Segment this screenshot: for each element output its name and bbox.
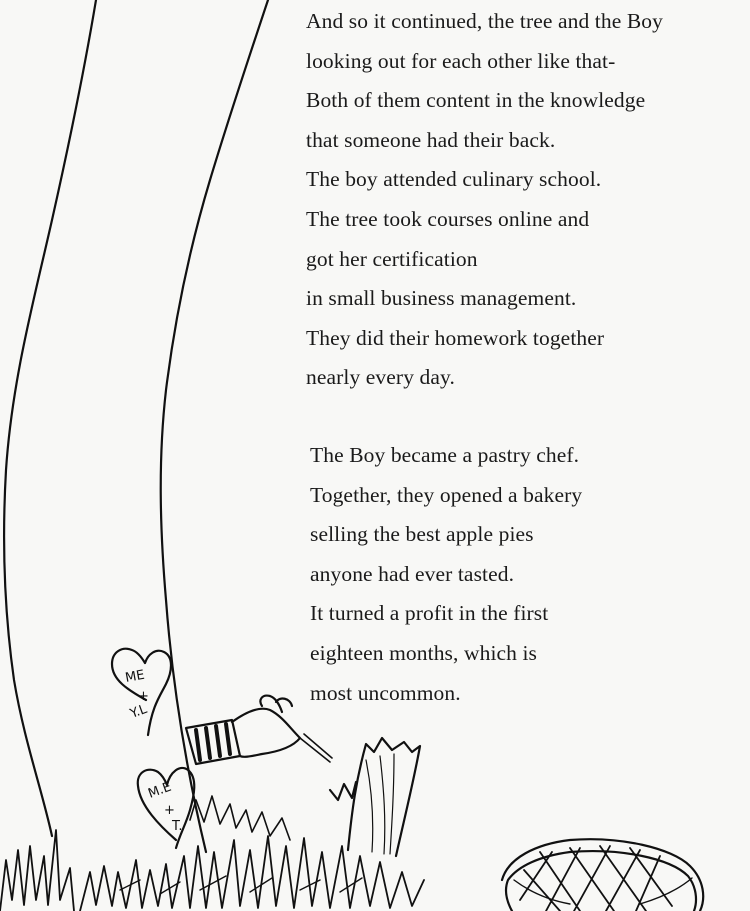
stanza-line: selling the best apple pies (310, 522, 534, 547)
stanza-line: They did their homework together (306, 325, 605, 350)
stanza-line: looking out for each other like that- (306, 48, 616, 73)
stanza-line: eighteen months, which is (310, 640, 538, 665)
boy-sleeve (186, 720, 240, 764)
stanza-line: nearly every day. (306, 365, 455, 390)
boy-hand (232, 709, 300, 757)
stanza-line: And so it continued, the tree and the Boy (306, 9, 663, 33)
heart-upper-line3: Y.L (128, 701, 150, 722)
knife (300, 734, 332, 762)
stanza-line: Together, they opened a bakery (310, 482, 583, 507)
grass-left (0, 830, 74, 911)
stanza-line: The tree took courses online and (306, 206, 590, 231)
heart-lower-line2: + (164, 803, 175, 818)
heart-lower-carving (146, 780, 182, 834)
stanza-line: that someone had their back. (306, 127, 556, 152)
tree-trunk-left-edge (4, 0, 96, 836)
heart-upper-line1: ME (124, 667, 146, 686)
stanza-line: The boy attended culinary school. (306, 167, 602, 192)
stanza-two (310, 436, 750, 713)
heart-upper-line2: + (138, 689, 149, 704)
stanza-line: got her certification (306, 246, 478, 271)
stanza-line: anyone had ever tasted. (310, 561, 515, 586)
stanza-line: The Boy became a pastry chef. (310, 443, 580, 467)
stanza-line: Both of them content in the knowledge (306, 88, 646, 113)
stanza-line: most uncommon. (310, 680, 461, 705)
tree-trunk-right-edge (161, 0, 268, 852)
heart-lower-line1: M.E (146, 779, 174, 802)
stanza-line: It turned a profit in the first (310, 601, 549, 626)
stanza-line: in small business management. (306, 286, 577, 311)
heart-lower-line3: T. (172, 819, 183, 834)
stanza-one (306, 2, 746, 398)
